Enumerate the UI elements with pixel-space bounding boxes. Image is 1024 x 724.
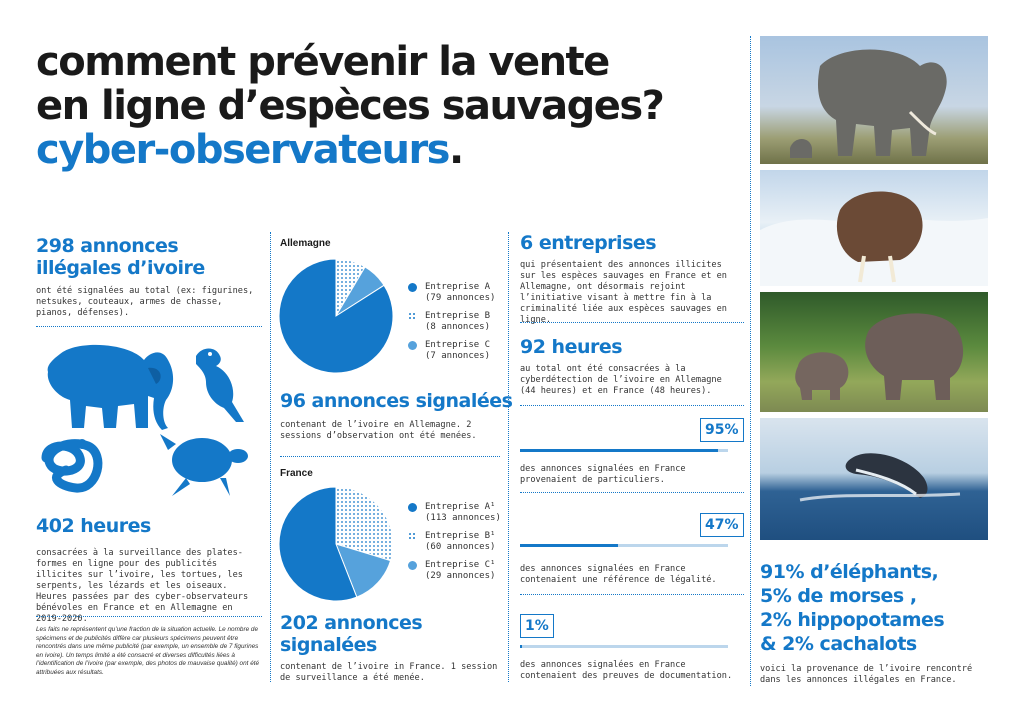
stat-402-description: consacrées à la surveillance des plates-formes en ligne pour des publicités illicites sur l’ivoire, les tortues, les serpents, les lézards et les oiseaux. Heures passées par des cyber-observateurs bénévoles en France et en Allemagne en 2019-2020.	[36, 548, 249, 624]
legend-entry-a	[408, 282, 495, 304]
legend-dot-b	[408, 312, 417, 321]
legend-label: Entreprise A¹	[425, 502, 496, 512]
percent-badge-1: 1%	[520, 614, 554, 638]
legend-label: Entreprise C	[425, 340, 491, 350]
legend-dot-c	[408, 561, 417, 570]
footnote: Les faits ne représentent qu’une fraction de la situation actuelle. Le nombre de spécimens et de publicités diffère car plusieurs spécimens peuvent être rencontrés dans une même publicité (par exemple, un ensemble de 7 figurines en ivoire). Un temps limité a été consacré et diverses difficultés liées à l’identification de l’ivoire (par exemple, des photos de mauvaise qualité) ont été attribuées aux résultats.	[36, 626, 260, 676]
ivory-stat-line3: 2% hippopotames	[760, 609, 945, 631]
divider	[280, 456, 500, 457]
stat-298-line2: illégales d’ivoire	[36, 257, 205, 279]
legend-dot-b	[408, 532, 417, 541]
stat-92-heures: 92 heures	[520, 336, 623, 358]
progress-bar-95	[520, 449, 728, 452]
turtle-icon	[160, 434, 248, 496]
animal-icons	[36, 338, 266, 508]
walrus-photo	[760, 170, 988, 286]
legend-entry-a	[408, 502, 501, 524]
progress-bar-47	[520, 544, 728, 547]
germany-pie-chart	[276, 256, 396, 376]
title-line-3	[36, 128, 756, 172]
ivory-sources-stat	[760, 560, 944, 656]
legend-count: (8 annonces)	[425, 322, 491, 332]
legend-count: (29 annonces)	[425, 571, 496, 581]
ivory-stat-line1: 91% d’éléphants,	[760, 561, 939, 583]
legend-entry-b	[408, 531, 501, 553]
germany-description: contenant de l’ivoire en Allemagne. 2 sessions d’observation ont été menées.	[280, 420, 477, 441]
legend-dot-c	[408, 341, 417, 350]
column-divider-3	[750, 36, 751, 686]
france-description: contenant de l’ivoire in France. 1 session de surveillance a été menée.	[280, 662, 498, 683]
stat-202-line2: signalées	[280, 634, 377, 656]
heures-description: au total ont été consacrées à la cyberdétection de l’ivoire en Allemagne (44 heures) et en France (48 heures).	[520, 364, 722, 396]
bar-95-description: des annonces signalées en France provenaient de particuliers.	[520, 464, 686, 485]
stat-6-entreprises: 6 entreprises	[520, 232, 657, 254]
divider	[520, 492, 744, 493]
hippo-photo	[760, 292, 988, 412]
title-line-1: comment prévenir la vente	[36, 39, 609, 85]
elephant-photo	[760, 36, 988, 164]
stat-298-annonces	[36, 235, 205, 279]
parrot-icon	[196, 349, 244, 423]
title-period: .	[448, 127, 463, 173]
progress-fill	[520, 645, 522, 648]
bar-47-description: des annonces signalées en France contenaient une référence de légalité.	[520, 564, 717, 585]
legend-entry-c	[408, 560, 501, 582]
legend-count: (79 annonces)	[425, 293, 496, 303]
whale-photo	[760, 418, 988, 540]
legend-label: Entreprise B¹	[425, 531, 496, 541]
ivory-stat-line2: 5% de morses ,	[760, 585, 917, 607]
legend-count: (7 annonces)	[425, 351, 491, 361]
divider	[520, 322, 744, 323]
germany-legend	[408, 282, 495, 362]
legend-label: Entreprise C¹	[425, 560, 496, 570]
legend-count: (60 annonces)	[425, 542, 496, 552]
legend-label: Entreprise A	[425, 282, 491, 292]
whale-silhouette	[760, 418, 988, 540]
legend-entry-c	[408, 340, 495, 362]
bar-1-description: des annonces signalées en France contenaient des preuves de documentation.	[520, 660, 733, 681]
ivory-stat-line4: & 2% cachalots	[760, 633, 917, 655]
elephant-silhouette	[760, 36, 988, 164]
entreprises-description: qui présentaient des annonces illicites sur les espèces sauvages en France et en Allemagne, ont désormais rejoint l’initiative visant à mettre fin à la criminalité liée aux espèces sauvages en ligne.	[520, 260, 727, 325]
progress-fill	[520, 544, 618, 547]
page-title	[36, 40, 756, 172]
france-label: France	[280, 468, 313, 479]
elephant-icon	[48, 345, 173, 430]
legend-dot-a	[408, 503, 417, 512]
hippo-silhouette	[760, 292, 988, 412]
legend-dot-a	[408, 283, 417, 292]
title-highlight: cyber-observateurs	[36, 127, 449, 173]
france-pie-chart	[276, 484, 396, 604]
stat-298-line1: 298 annonces	[36, 235, 179, 257]
france-legend	[408, 502, 501, 582]
stat-298-description: ont été signalées au total (ex: figurines, netsukes, couteaux, armes de chasse, pianos, défenses).	[36, 286, 254, 318]
walrus-silhouette	[760, 170, 988, 286]
stat-96-annonces: 96 annonces signalées	[280, 390, 513, 412]
divider	[36, 616, 262, 617]
column-divider-2	[508, 232, 509, 682]
legend-count: (113 annonces)	[425, 513, 501, 523]
percent-badge-47: 47%	[700, 513, 744, 537]
stat-402-heures: 402 heures	[36, 515, 151, 537]
stat-202-annonces	[280, 612, 422, 656]
divider	[36, 326, 262, 327]
progress-fill	[520, 449, 718, 452]
percent-badge-95: 95%	[700, 418, 744, 442]
progress-bar-1	[520, 645, 728, 648]
divider	[520, 594, 744, 595]
stat-202-line1: 202 annonces	[280, 612, 423, 634]
divider	[520, 405, 744, 406]
germany-label: Allemagne	[280, 238, 331, 249]
title-line-2: en ligne d’espèces sauvages?	[36, 83, 664, 129]
column-divider-1	[270, 232, 271, 682]
legend-entry-b	[408, 311, 495, 333]
legend-label: Entreprise B	[425, 311, 491, 321]
snake-icon	[46, 439, 98, 488]
ivory-sources-description: voici la provenance de l’ivoire rencontré dans les annonces illégales en France.	[760, 664, 973, 685]
